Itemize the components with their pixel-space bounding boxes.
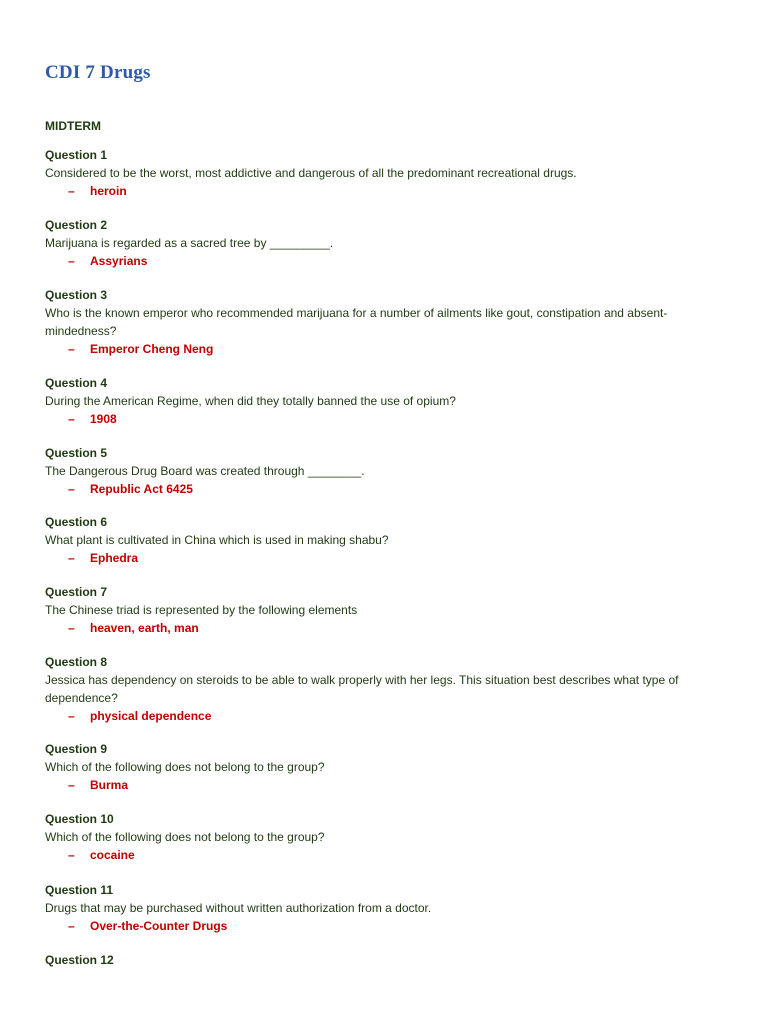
question-text: Marijuana is regarded as a sacred tree by _________. — [45, 236, 334, 250]
answer-item — [45, 252, 725, 270]
question-text: What plant is cultivated in China which is used in making shabu? — [45, 533, 389, 547]
dash-bullet: – — [68, 919, 75, 933]
answer-item — [45, 549, 725, 567]
answer-item — [45, 410, 725, 428]
dash-bullet: – — [68, 254, 75, 268]
question-block — [45, 146, 725, 200]
question-block — [45, 286, 725, 358]
answer-item — [45, 480, 725, 498]
answer-text: Emperor Cheng Neng — [90, 342, 214, 356]
dash-bullet: – — [68, 551, 75, 565]
question-text: Drugs that may be purchased without written authorization from a doctor. — [45, 901, 432, 915]
question-block — [45, 374, 725, 428]
answer-item — [45, 182, 725, 200]
question-text: Considered to be the worst, most addictive and dangerous of all the predominant recreational drugs. — [45, 166, 577, 180]
question-label: Question 8 — [45, 655, 108, 669]
answer-item — [45, 340, 725, 358]
question-block — [45, 810, 725, 864]
answer-text: Republic Act 6425 — [90, 482, 193, 496]
answer-text: Assyrians — [90, 254, 148, 268]
question-label: Question 5 — [45, 446, 108, 460]
question-block — [45, 513, 725, 567]
question-block — [45, 444, 725, 498]
dash-bullet: – — [68, 184, 75, 198]
answer-item — [45, 619, 725, 637]
question-block — [45, 740, 725, 794]
question-text: During the American Regime, when did they totally banned the use of opium? — [45, 394, 456, 408]
question-label: Question 6 — [45, 515, 108, 529]
question-label: Question 9 — [45, 742, 108, 756]
dash-bullet: – — [68, 778, 75, 792]
section-heading: MIDTERM — [45, 119, 101, 133]
page-title: CDI 7 Drugs — [45, 62, 151, 83]
question-label: Question 2 — [45, 218, 108, 232]
answer-item — [45, 776, 725, 794]
question-label: Question 11 — [45, 883, 114, 897]
answer-text: Burma — [90, 778, 129, 792]
question-label: Question 4 — [45, 376, 108, 390]
answer-text: heroin — [90, 184, 127, 198]
answer-text: Over-the-Counter Drugs — [90, 919, 228, 933]
question-label: Question 12 — [45, 953, 114, 967]
question-block — [45, 216, 725, 270]
question-label: Question 3 — [45, 288, 108, 302]
question-text: Which of the following does not belong to the group? — [45, 760, 325, 774]
answer-item — [45, 917, 725, 935]
answer-item — [45, 707, 725, 725]
question-text: Which of the following does not belong to the group? — [45, 830, 325, 844]
dash-bullet: – — [68, 621, 75, 635]
answer-text: heaven, earth, man — [90, 621, 199, 635]
question-label: Question 1 — [45, 148, 108, 162]
question-label: Question 10 — [45, 812, 114, 826]
question-text: Who is the known emperor who recommended marijuana for a number of ailments like gout, constipation and absent-mindedness? — [45, 306, 668, 338]
question-text: The Chinese triad is represented by the following elements — [45, 603, 358, 617]
dash-bullet: – — [68, 342, 75, 356]
answer-text: 1908 — [90, 412, 117, 426]
question-block — [45, 881, 725, 935]
question-block — [45, 583, 725, 637]
question-text: Jessica has dependency on steroids to be able to walk properly with her legs. This situation best describes what type of dependence? — [45, 673, 679, 705]
answer-text: physical dependence — [90, 709, 212, 723]
dash-bullet: – — [68, 482, 75, 496]
dash-bullet: – — [68, 709, 75, 723]
question-text: The Dangerous Drug Board was created through ________. — [45, 464, 365, 478]
question-block — [45, 653, 725, 725]
dash-bullet: – — [68, 848, 75, 862]
answer-item — [45, 846, 725, 864]
answer-text: Ephedra — [90, 551, 139, 565]
dash-bullet: – — [68, 412, 75, 426]
answer-text: cocaine — [90, 848, 135, 862]
question-block — [45, 951, 725, 969]
question-label: Question 7 — [45, 585, 108, 599]
